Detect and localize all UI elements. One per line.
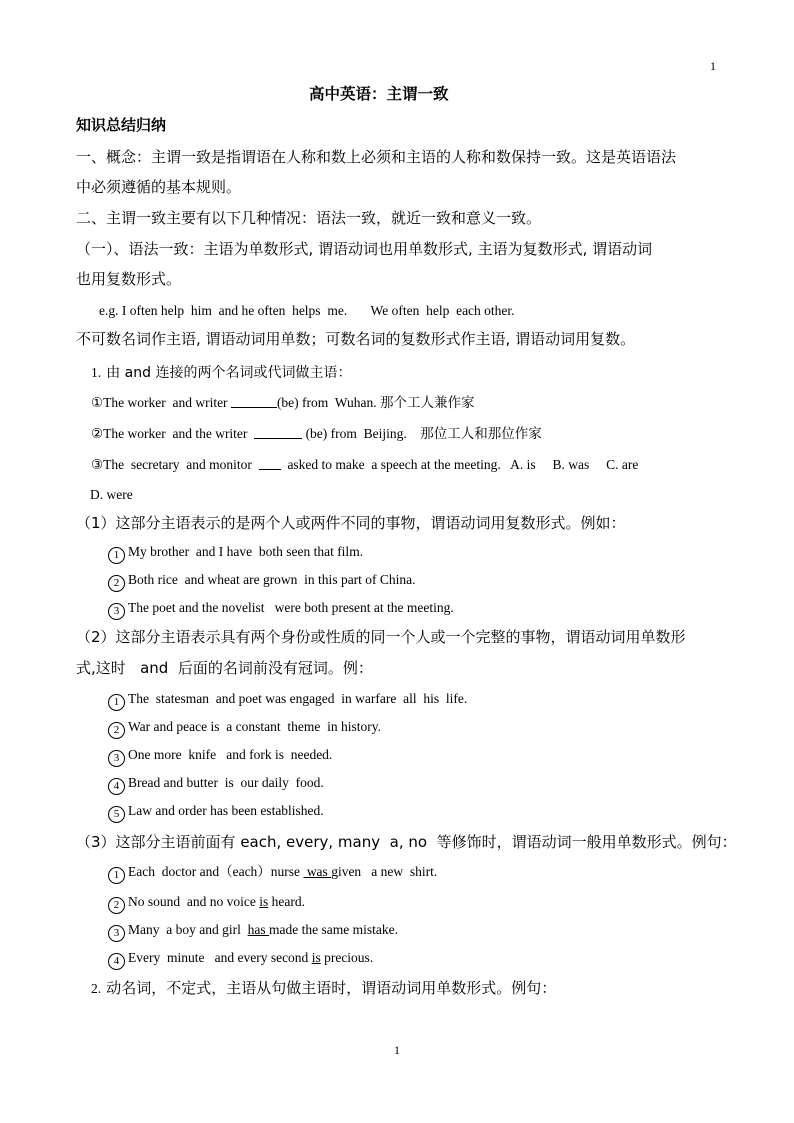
rule-1-number: 1.	[91, 365, 102, 380]
rule-2	[91, 980, 556, 996]
sub3-example-4: 4 Every minute and every second is precious.	[108, 951, 373, 970]
grammar-agreement-line-1: （一）、语法一致：主语为单数形式, 谓语动词也用单数形式, 主语为复数形式, 谓语动词	[76, 240, 653, 258]
rule-1	[91, 364, 351, 380]
cases-intro: 二、主谓一致主要有以下几种情况：语法一致，就近一致和意义一致。	[76, 209, 542, 227]
sub2-example-1: 1 The statesman and poet was engaged in warfare all his life.	[108, 692, 467, 711]
sub3-example-3: 3 Many a boy and girl has made the same mistake.	[108, 923, 398, 942]
exercise-2	[91, 426, 542, 441]
page-number-top: 1	[710, 59, 716, 73]
sub3-example-2: 2 No sound and no voice is heard.	[108, 895, 305, 914]
answer-blank[interactable]	[254, 426, 302, 439]
circled-number: 5	[108, 806, 125, 823]
circled-number: 4	[108, 778, 125, 795]
underlined-verb: is	[259, 894, 269, 909]
circled-number: 3	[108, 603, 125, 620]
circled-number: 3	[108, 925, 125, 942]
example-sentence-line: e.g. I often help him and he often helps me. We often help each other.	[99, 303, 515, 318]
exercise-text-after-blank: (be) from Wuhan. 那个工人兼作家	[276, 395, 475, 410]
circled-number: 1	[108, 547, 125, 564]
subsection-2-line-1: （2）这部分主语表示具有两个身份或性质的同一个人或一个完整的事物，谓语动词用单数形	[76, 628, 686, 646]
rule-1-text: 由 and 连接的两个名词或代词做主语：	[106, 365, 352, 381]
subsection-2-line-2: 式,这时 and 后面的名词前没有冠词。例：	[76, 659, 373, 677]
exercise-3-option-d: D. were	[90, 487, 133, 502]
circled-number: 2	[108, 575, 125, 592]
concept-line-1: 一、概念：主谓一致是指谓语在人称和数上必须和主语的人称和数保持一致。这是英语语法	[76, 148, 677, 166]
sub1-example-1: 1 My brother and I have both seen that film.	[108, 545, 363, 564]
exercise-mark: ①	[91, 395, 104, 410]
exercise-text-before-blank: The worker and writer	[103, 395, 231, 410]
exercise-1	[91, 395, 475, 410]
circled-number: 1	[108, 867, 125, 884]
circled-number: 2	[108, 722, 125, 739]
circled-number: 4	[108, 953, 125, 970]
subsection-3: （3）这部分主语前面有 each, every, many a, no 等修饰时，谓语动词一般用单数形式。例句：	[76, 833, 737, 851]
exercise-text-before-blank: The worker and the writer	[103, 426, 255, 441]
subsection-1: （1）这部分主语表示的是两个人或两件不同的事物，谓语动词用复数形式。例如：	[76, 514, 626, 532]
exercise-3	[91, 457, 638, 472]
exercise-text-after-blank: (be) from Beijing. 那位工人和那位作家	[302, 426, 542, 441]
grammar-agreement-line-2: 也用复数形式。	[76, 270, 182, 288]
rule-2-text: 动名词，不定式，主语从句做主语时，谓语动词用单数形式。例句：	[106, 979, 557, 997]
sub1-example-2: 2 Both rice and wheat are grown in this part of China.	[108, 573, 416, 592]
document-title: 高中英语：主谓一致	[309, 85, 449, 103]
circled-number: 3	[108, 750, 125, 767]
sub3-example-1: 1 Each doctor and（each）nurse was given a new shirt.	[108, 865, 437, 884]
section-heading: 知识总结归纳	[76, 116, 167, 134]
answer-blank[interactable]	[259, 457, 281, 470]
exercise-mark: ③	[91, 457, 104, 472]
sub2-example-3: 3 One more knife and fork is needed.	[108, 748, 332, 767]
answer-blank[interactable]	[231, 395, 277, 408]
rule-2-number: 2.	[91, 981, 102, 996]
sub2-example-5: 5 Law and order has been established.	[108, 804, 324, 823]
page-number-bottom: 1	[394, 1043, 400, 1057]
concept-line-2: 中必须遵循的基本规则。	[76, 178, 242, 196]
sub2-example-2: 2 War and peace is a constant theme in history.	[108, 720, 381, 739]
circled-number: 2	[108, 897, 125, 914]
underlined-verb: was	[303, 864, 332, 879]
exercise-mark: ②	[91, 426, 104, 441]
underlined-verb: has	[247, 922, 269, 937]
uncountable-rule: 不可数名词作主语, 谓语动词用单数；可数名词的复数形式作主语, 谓语动词用复数。	[76, 330, 636, 348]
underlined-verb: is	[311, 950, 321, 965]
sub2-example-4: 4 Bread and butter is our daily food.	[108, 776, 324, 795]
exercise-text-before-blank: The secretary and monitor	[103, 457, 259, 472]
circled-number: 1	[108, 694, 125, 711]
exercise-text-after-blank: asked to make a speech at the meeting. A. is B. was C. are	[280, 457, 639, 472]
sub1-example-3: 3 The poet and the novelist were both present at the meeting.	[108, 601, 454, 620]
